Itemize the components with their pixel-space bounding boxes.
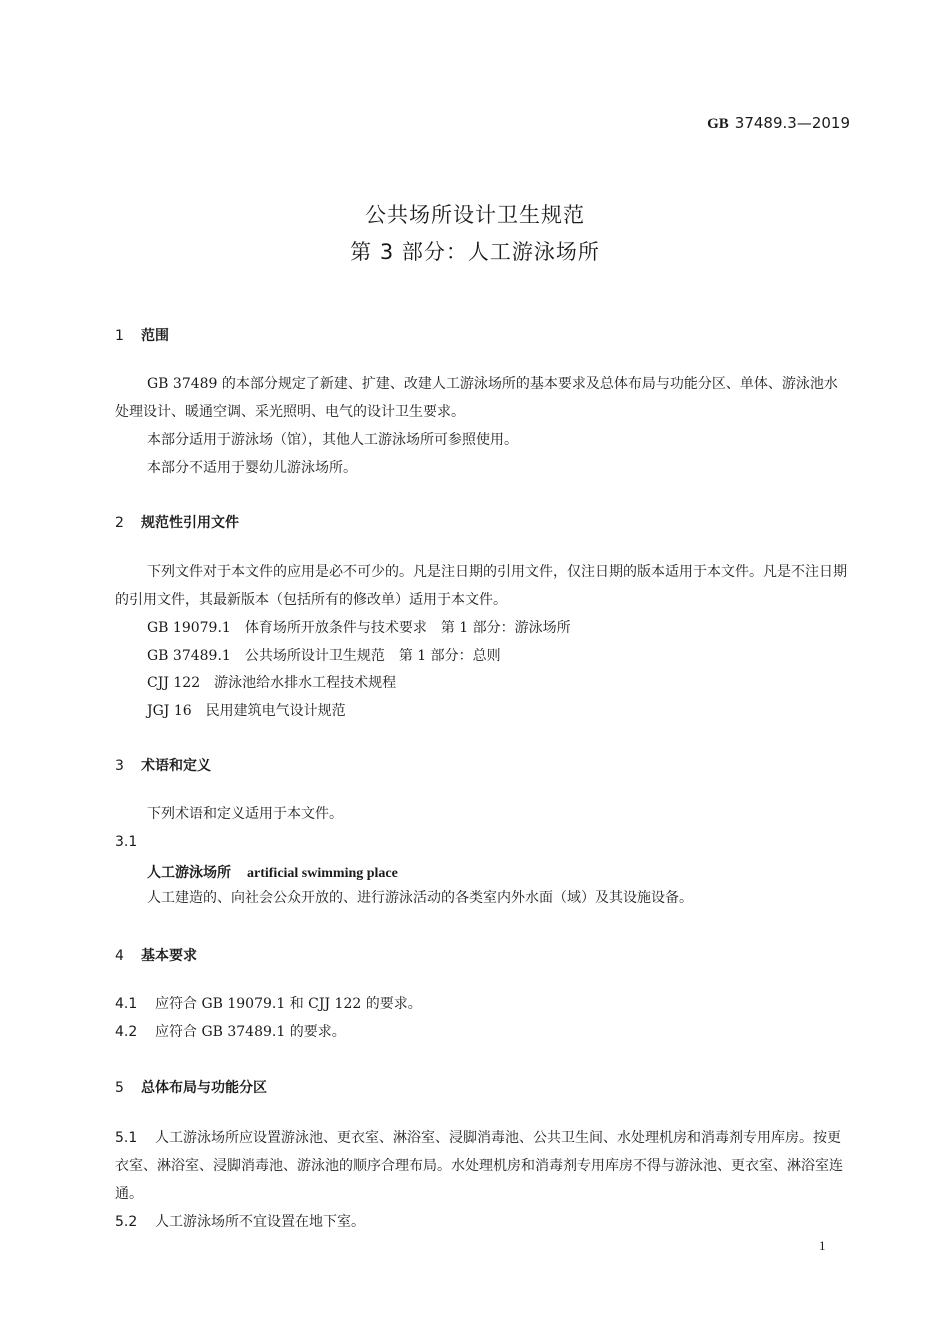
section-2-paragraph-1: 下列文件对于本文件的应用是必不可少的。凡是注日期的引用文件，仅注日期的版本适用于本文件。凡是不注日期的引用文件，其最新版本（包括所有的修改单）适用于本文件。	[115, 564, 847, 608]
clause-item: 5.1 人工游泳场所应设置游泳池、更衣室、淋浴室、浸脚消毒池、公共卫生间、水处理机房和消毒剂专用库房。按更衣室、淋浴室、浸脚消毒池、游泳池的顺序合理布局。水处理机房和消毒剂专用库房不得与游泳池、更衣室、淋浴室连通。	[115, 1130, 843, 1202]
section-1-paragraph-1: GB 37489 的本部分规定了新建、扩建、改建人工游泳场所的基本要求及总体布局与功能分区、单体、游泳池水处理设计、暖通空调、采光照明、电气的设计卫生要求。	[115, 376, 838, 420]
clause-item: 5.2 人工游泳场所不宜设置在地下室。	[115, 1214, 365, 1230]
term-entry: 人工游泳场所 artificial swimming place	[147, 865, 398, 881]
section-1-paragraph-3: 本部分不适用于婴幼儿游泳场所。	[147, 460, 357, 476]
section-3-paragraph-1: 下列术语和定义适用于本文件。	[147, 806, 343, 822]
clause-item: 4.2 应符合 GB 37489.1 的要求。	[115, 1024, 346, 1040]
section-1-heading: 1 范围	[115, 328, 169, 344]
reference-item: GB 37489.1 公共场所设计卫生规范 第 1 部分：总则	[147, 648, 501, 664]
document-title: 公共场所设计卫生规范	[365, 203, 585, 227]
section-2-heading: 2 规范性引用文件	[115, 515, 239, 531]
page-number: 1	[819, 1238, 826, 1253]
section-3-heading: 3 术语和定义	[115, 758, 211, 774]
reference-item: JGJ 16 民用建筑电气设计规范	[147, 703, 346, 719]
section-5-heading: 5 总体布局与功能分区	[115, 1080, 267, 1096]
clause-item: 4.1 应符合 GB 19079.1 和 CJJ 122 的要求。	[115, 996, 422, 1012]
term-definition: 人工建造的、向社会公众开放的、进行游泳活动的各类室内外水面（域）及其设施设备。	[147, 890, 693, 906]
section-1-paragraph-2: 本部分适用于游泳场（馆），其他人工游泳场所可参照使用。	[147, 432, 518, 448]
reference-item: CJJ 122 游泳池给水排水工程技术规程	[147, 675, 397, 691]
document-subtitle: 第 3 部分：人工游泳场所	[350, 240, 600, 264]
standard-number: GB 37489.3—2019	[707, 114, 850, 132]
reference-item: GB 19079.1 体育场所开放条件与技术要求 第 1 部分：游泳场所	[147, 620, 571, 636]
section-4-heading: 4 基本要求	[115, 948, 197, 964]
clause-number: 3.1	[115, 834, 138, 850]
